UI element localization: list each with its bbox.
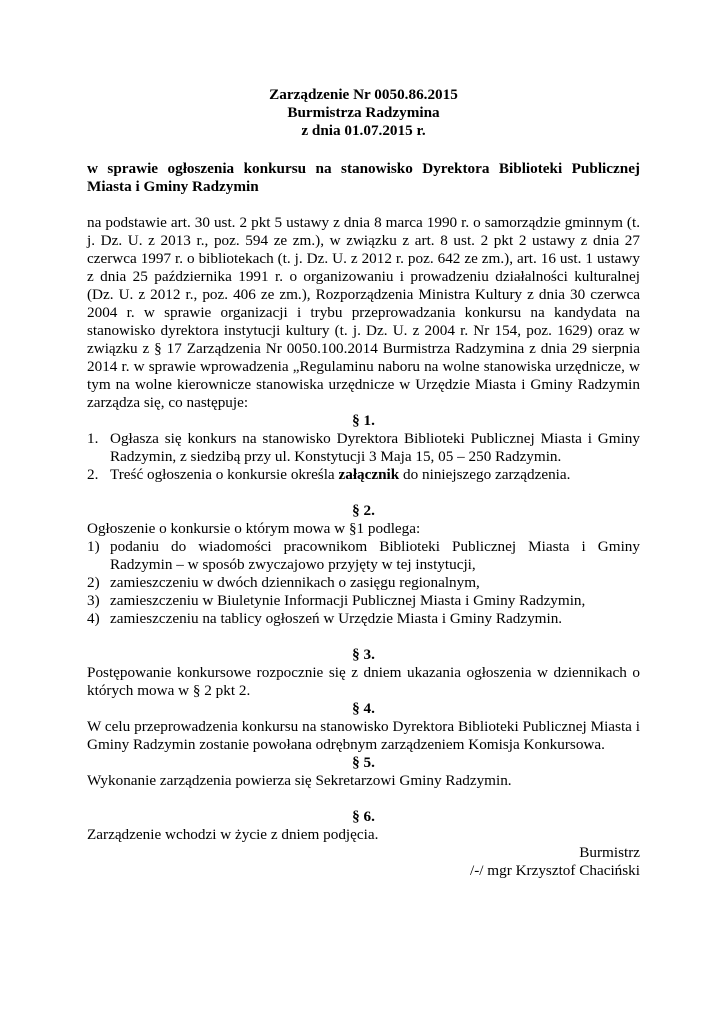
- document-header: [87, 86, 640, 140]
- section-5-heading: § 5.: [352, 754, 375, 771]
- list-item-text: zamieszczeniu w Biuletynie Informacji Publicznej Miasta i Gminy Radzymin,: [110, 592, 586, 609]
- list-item: [87, 538, 640, 574]
- signature-name: /-/ mgr Krzysztof Chaciński: [470, 862, 640, 879]
- list-item-text: [110, 466, 640, 484]
- document-subject: w sprawie ogłoszenia konkursu na stanowisko Dyrektora Biblioteki Publicznej Miasta i Gminy Radzymin: [87, 160, 640, 195]
- section-5-text: Wykonanie zarządzenia powierza się Sekretarzowi Gminy Radzymin.: [87, 772, 512, 789]
- section-1-heading: § 1.: [352, 412, 375, 429]
- attachment-reference: załącznik: [338, 466, 400, 483]
- list-item: [87, 610, 640, 628]
- list-item-text: zamieszczeniu na tablicy ogłoszeń w Urzędzie Miasta i Gminy Radzymin.: [110, 610, 563, 627]
- list-item-number: 2.: [87, 466, 99, 483]
- document-date: z dnia 01.07.2015 r.: [301, 122, 426, 139]
- list-item-text-before: Treść ogłoszenia o konkursie określa: [110, 466, 339, 483]
- section-1-list: [87, 430, 640, 484]
- section-3-heading: § 3.: [352, 646, 375, 663]
- list-item-text: Ogłasza się konkurs na stanowisko Dyrektora Biblioteki Publicznej Miasta i Gminy Radzymin, z siedzibą przy ul. Konstytucji 3 Maja 15, 05 – 250 Radzymin.: [110, 430, 640, 465]
- document-title: Zarządzenie Nr 0050.86.2015: [269, 86, 458, 103]
- list-item-text: podaniu do wiadomości pracownikom Biblioteki Publicznej Miasta i Gminy Radzymin – w sposób zwyczajowo przyjęty w tej instytucji,: [110, 538, 640, 573]
- list-item: [87, 592, 640, 610]
- section-4-text: W celu przeprowadzenia konkursu na stanowisko Dyrektora Biblioteki Publicznej Miasta i Gminy Radzymin zostanie powołana odrębnym zarządzeniem Komisja Konkursowa.: [87, 718, 640, 753]
- list-item-number: 3): [87, 592, 100, 609]
- section-2-intro: Ogłoszenie o konkursie o którym mowa w §1 podlega:: [87, 520, 421, 537]
- section-2-heading: § 2.: [352, 502, 375, 519]
- section-6-heading: § 6.: [352, 808, 375, 825]
- section-3-text: Postępowanie konkursowe rozpocznie się z dniem ukazania ogłoszenia w dziennikach o których mowa w § 2 pkt 2.: [87, 664, 640, 699]
- signature-block: [87, 844, 640, 880]
- list-item: [87, 574, 640, 592]
- legal-basis-paragraph: na podstawie art. 30 ust. 2 pkt 5 ustawy z dnia 8 marca 1990 r. o samorządzie gminnym (t. j. Dz. U. z 2013 r., poz. 594 ze zm.), w związku z art. 8 ust. 2 pkt 2 ustawy z dnia 27 czerwca 1997 r. o bibliotekach (t. j. Dz. U. z 2012 r. poz. 642 ze zm.), art. 16 ust. 1 ustawy z dnia 25 października 1991 r. o organizowaniu i prowadzeniu działalności kulturalnej (Dz. U. z 2012 r., poz. 406 ze zm.), Rozporządzenia Ministra Kultury z dnia 30 czerwca 2004 r. w sprawie organizacji i trybu przeprowadzania konkursu na kandydata na stanowisko dyrektora instytucji kultury (t. j. Dz. U. z 2004 r. Nr 154, poz. 1629) oraz w związku z § 17 Zarządzenia Nr 0050.100.2014 Burmistrza Radzymina z dnia 29 sierpnia 2014 r. w sprawie wprowadzenia „Regulaminu naboru na wolne stanowiska urzędnicze, w tym na wolne kierownicze stanowiska urzędnicze w Urzędzie Miasta i Gminy Radzymin zarządza się, co następuje:: [87, 214, 640, 411]
- list-item-text: zamieszczeniu w dwóch dziennikach o zasięgu regionalnym,: [110, 574, 480, 591]
- list-item-number: 1.: [87, 430, 99, 447]
- list-item: [87, 430, 640, 466]
- list-item-number: 4): [87, 610, 100, 627]
- section-2-list: [87, 538, 640, 628]
- signature-title: Burmistrz: [579, 844, 640, 861]
- document-issuer: Burmistrza Radzymina: [287, 104, 440, 121]
- section-6-text: Zarządzenie wchodzi w życie z dniem podjęcia.: [87, 826, 379, 843]
- list-item: [87, 466, 640, 484]
- document-page: [87, 86, 640, 880]
- list-item-text-after: do niniejszego zarządzenia.: [399, 466, 571, 483]
- list-item-number: 1): [87, 538, 100, 555]
- section-4-heading: § 4.: [352, 700, 375, 717]
- list-item-number: 2): [87, 574, 100, 591]
